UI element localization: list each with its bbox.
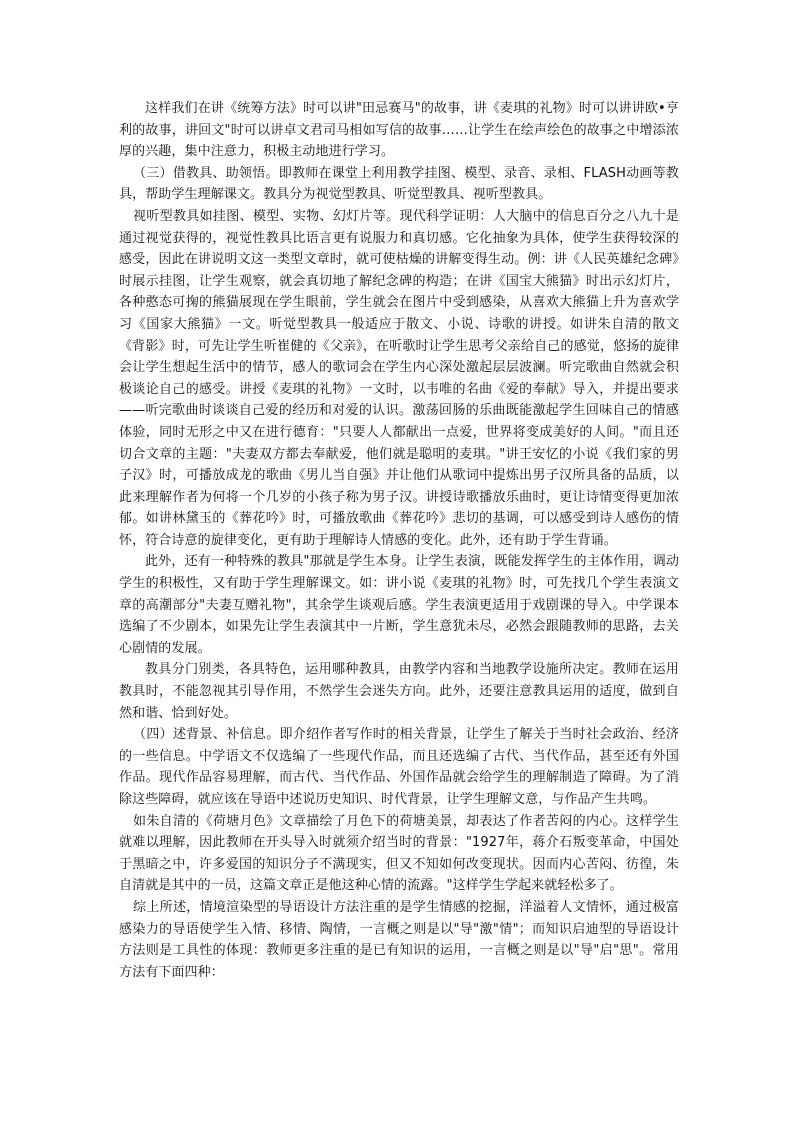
document-page xyxy=(119,98,679,983)
paragraph-background-info: （四）述背景、补信息。即介绍作者写作时的相关背景，让学生了解关于当时社会政治、经济的一些信息。中学语文不仅选编了一些现代作品，而且还选编了古代、当代作品，甚至还有外国作品。现代作品容易理解，而古代、当代作品、外国作品就会给学生的理解制造了障碍。为了消除这些障碍，就应该在导语中述说历史知识、时代背景，让学生理解文意，与作品产生共鸣。 xyxy=(119,727,679,807)
paragraph-student-performance: 此外，还有一种特殊的教具"那就是学生本身。让学生表演，既能发挥学生的主体作用，调动学生的积极性，又有助于学生理解课文。如：讲小说《麦琪的礼物》时，可先找几个学生表演文章的高潮部分"夫妻互赠礼物"，其余学生谈观后感。学生表演更适用于戏剧课的导入。中学课本选编了不少剧本，如果先让学生表演其中一片断，学生意犹未尽，必然会跟随教师的思路，去关心剧情的发展。 xyxy=(119,554,679,656)
paragraph-audiovisual-aids: 视听型教具如挂图、模型、实物、幻灯片等。现代科学证明：人大脑中的信息百分之八九十是通过视觉获得的，视觉性教具比语言更有说服力和真切感。它化抽象为具体，使学生获得较深的感受，因此在讲说明文这一类型文章时，就可使枯燥的讲解变得生动。例：讲《人民英雄纪念碑》时展示挂图，让学生观察，就会真切地了解纪念碑的构造；在讲《国宝大熊猫》时出示幻灯片，各种憨态可掬的熊猫展现在学生眼前，学生就会在图片中受到感染，从喜欢大熊猫上升为喜欢学习《国家大熊猫》一文。听觉型教具一般适应于散文、小说、诗歌的讲授。如讲朱自清的散文《背影》时，可先让学生听崔健的《父亲》，在听歌时让学生思考父亲给自己的感觉，悠扬的旋律会让学生想起生活中的情节，感人的歌词会在学生内心深处激起层层波澜。听完歌曲自然就会积极谈论自己的感受。讲授《麦琪的礼物》一文时，以韦唯的名曲《爱的奉献》导入，并提出要求——听完歌曲时谈谈自己爱的经历和对爱的认识。激荡回肠的乐曲既能激起学生回味自己的情感体验，同时无形之中又在进行德育："只要人人都献出一点爱，世界将变成美好的人间。"而且还切合文章的主题："夫妻双方都去奉献爱，他们就是聪明的麦琪。"讲王安忆的小说《我们家的男子汉》时，可播放成龙的歌曲《男儿当自强》并让他们从歌词中提炼出男子汉所具备的品质，以此来理解作者为何将一个几岁的小孩子称为男子汉。讲授诗歌播放乐曲时，更让诗情变得更加浓郁。如讲林黛玉的《葬花吟》时，可播放歌曲《葬花吟》悲切的基调，可以感受到诗人感伤的情怀，符合诗意的旋律变化，更有助于理解诗人情感的变化。此外，还有助于学生背诵。 xyxy=(119,208,679,548)
paragraph-summary: 综上所述，情境渲染型的导语设计方法注重的是学生情感的挖掘，洋溢着人文情怀，通过极富感染力的导语使学生入情、移情、陶情，一言概之则是以"导"激"情"；而知识启迪型的导语设计方法则是工具性的体现：教师更多注重的是已有知识的运用，一言概之则是以"导"启"思"。常用方法有下面四种： xyxy=(119,899,679,980)
paragraph-teaching-aids-intro: （三）借教具、助领悟。即教师在课堂上利用教学挂图、模型、录音、录相、FLASH动画等教具，帮助学生理解课文。教具分为视觉型教具、听觉型教具、视听型教具。 xyxy=(119,165,679,203)
paragraph-moonlight-example: 如朱自清的《荷塘月色》文章描绘了月色下的荷塘美景，却表达了作者苦闷的内心。这样学生就难以理解，因此教师在开头导入时就须介绍当时的背景："1927年，蒋介石叛变革命，中国处于黑暗之中，许多爱国的知识分子不满现实，但又不知如何改变现状。因而内心苦闷、彷徨，朱自清就是其中的一员，这篇文章正是他这种心情的流露。"这样学生学起来就轻松多了。 xyxy=(119,813,679,894)
paragraph-aid-usage: 教具分门别类，各具特色，运用哪种教具，由教学内容和当地教学设施所决定。教师在运用教具时，不能忽视其引导作用，不然学生会迷失方向。此外，还要注意教具运用的适度，做到自然和谐、恰到好处。 xyxy=(119,662,679,721)
paragraph-story-method: 这样我们在讲《统筹方法》时可以讲"田忌赛马"的故事，讲《麦琪的礼物》时可以讲讲欧•亨利的故事，讲回文"时可以讲卓文君司马相如写信的故事……让学生在绘声绘色的故事之中增添浓厚的兴趣，集中注意力，积极主动地进行学习。 xyxy=(119,101,679,160)
